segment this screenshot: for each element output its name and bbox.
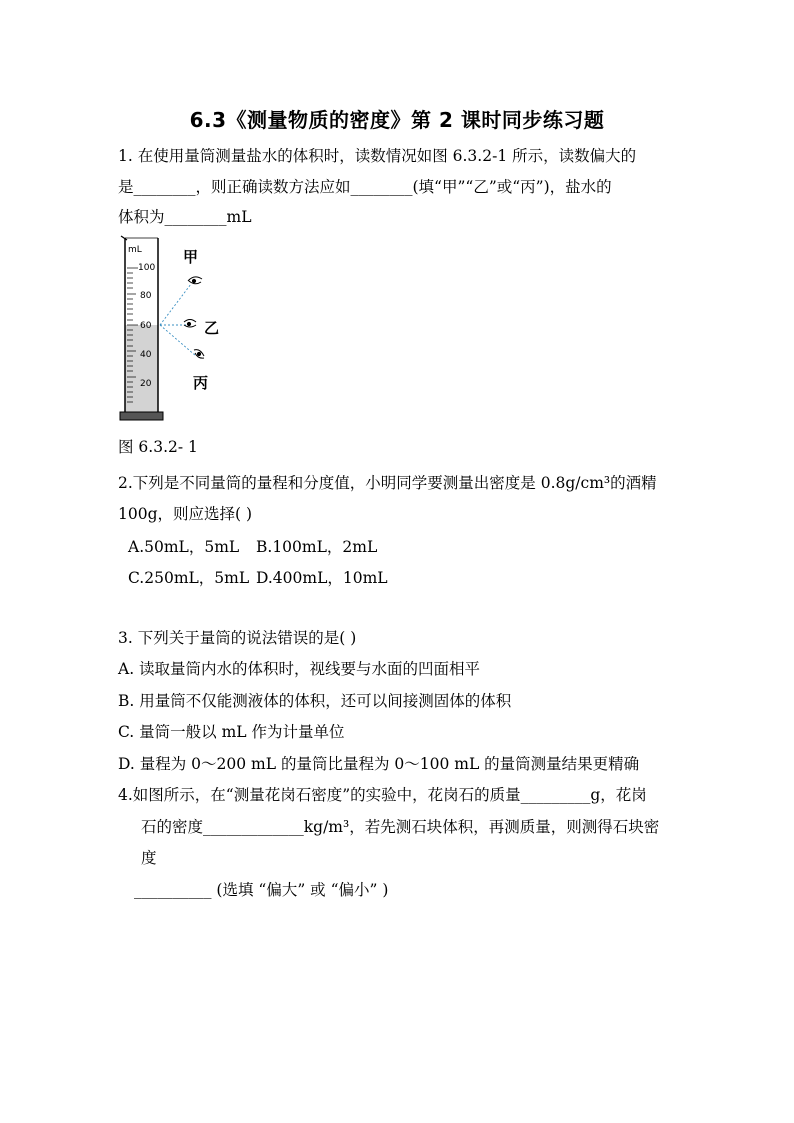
q3-option-d: D. 量程为 0～200 mL 的量筒比量程为 0～100 mL 的量筒测量结果更精确 [118, 755, 640, 773]
q4-line-4: __________ (选填 “偏大” 或 “偏小” ) [134, 881, 389, 899]
eye-label-yi: 乙 [204, 319, 220, 337]
tick-label-100: 100 [138, 263, 156, 273]
q4-line-3: 度 [141, 849, 157, 867]
tick-label-40: 40 [140, 350, 152, 360]
q3-option-a: A. 读取量筒内水的体积时，视线要与水面的凹面相平 [118, 660, 481, 678]
liquid-fill [125, 325, 158, 412]
q4-line-1: 4.如图所示，在“测量花岗石密度”的实验中，花岗石的质量_________g，花岗 [118, 786, 647, 804]
tick-label-60: 60 [140, 321, 152, 331]
tick-label-20: 20 [140, 379, 152, 389]
q1-line-3: 体积为________mL [118, 208, 252, 226]
q2-line-1: 2.下列是不同量筒的量程和分度值，小明同学要测量出密度是 0.8g/cm³的酒精 [118, 474, 657, 492]
page-title: 6.3《测量物质的密度》第 2 课时同步练习题 [189, 108, 605, 132]
q3-option-c: C. 量筒一般以 mL 作为计量单位 [118, 723, 345, 741]
q2-option-b: B.100mL，2mL [256, 538, 378, 556]
eye-label-bing: 丙 [193, 374, 209, 392]
figure-caption: 图 6.3.2- 1 [118, 438, 198, 456]
tick-label-80: 80 [140, 291, 152, 301]
q1-line-2: 是________，则正确读数方法应如________(填“甲”“乙”或“丙”)，盐水的 [118, 178, 612, 196]
q2-option-a: A.50mL，5mL [128, 538, 240, 556]
cylinder-base [120, 412, 163, 420]
q4-line-2: 石的密度_____________kg/m³，若先测石块体积，再测质量，则测得石块密 [141, 818, 660, 836]
q1-line-1: 1. 在使用量筒测量盐水的体积时，读数情况如图 6.3.2-1 所示，读数偏大的 [118, 147, 637, 165]
graduated-cylinder-figure [118, 232, 228, 424]
eye-label-jia: 甲 [183, 248, 199, 266]
q2-option-d: D.400mL，10mL [256, 569, 388, 587]
eye-yi-icon [184, 320, 196, 323]
q3-option-b: B. 用量筒不仅能测液体的体积，还可以间接测固体的体积 [118, 692, 512, 710]
q2-line-2: 100g，则应选择( ) [118, 505, 253, 523]
q2-option-c: C.250mL，5mL [128, 569, 250, 587]
q3-stem: 3. 下列关于量筒的说法错误的是( ) [118, 629, 357, 647]
unit-label: mL [128, 245, 142, 255]
